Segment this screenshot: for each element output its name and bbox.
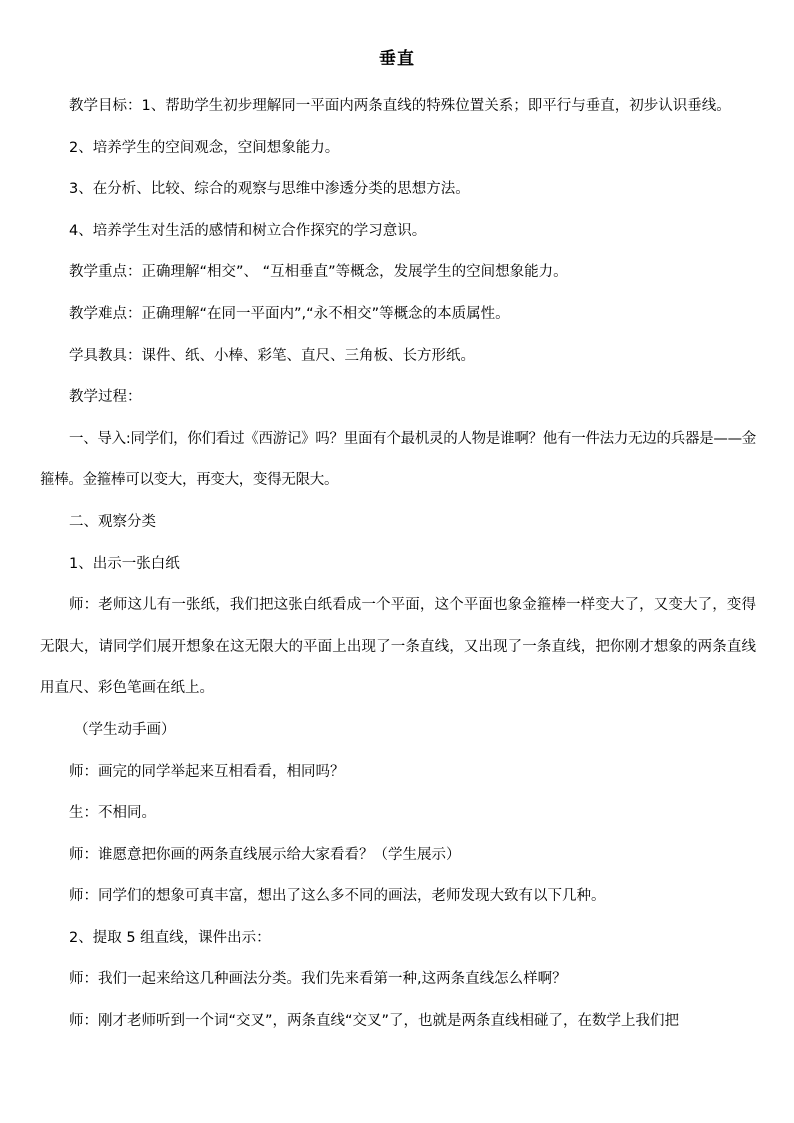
document-title: 垂直 <box>379 49 415 69</box>
paragraph-teacher-1: 师：老师这儿有一张纸，我们把这张白纸看成一个平面，这个平面也象金箍棒一样变大了，又变大了，变得无限大，请同学们展开想象在这无限大的平面上出现了一条直线，又出现了一条直线，把你刚才想象的两条直线用直尺、彩色笔画在纸上。 <box>40 597 756 697</box>
paragraph-teacher-3: 师：谁愿意把你画的两条直线展示给大家看看？（学生展示） <box>69 846 461 863</box>
paragraph-teacher-2: 师：画完的同学举起来互相看看，相同吗？ <box>69 763 345 780</box>
paragraph-teaching-goals: 教学目标：1、帮助学生初步理解同一平面内两条直线的特殊位置关系；即平行与垂直，初步认识垂线。 <box>69 98 731 114</box>
paragraph-key-points: 教学重点：正确理解“相交”、 “互相垂直”等概念，发展学生的空间想象能力。 <box>69 264 568 281</box>
paragraph-goal-4: 4、培养学生对生活的感情和树立合作探究的学习意识。 <box>69 222 427 239</box>
paragraph-process-heading: 教学过程： <box>69 389 142 406</box>
paragraph-teacher-4: 师：同学们的想象可真丰富，想出了这么多不同的画法，老师发现大致有以下几种。 <box>69 888 606 905</box>
paragraph-section-2: 二、观察分类 <box>69 513 156 530</box>
paragraph-introduction: 一、导入:同学们，你们看过《西游记》吗？里面有个最机灵的人物是谁啊？他有一件法力无边的兵器是——金箍棒。金箍棒可以变大，再变大，变得无限大。 <box>40 430 756 489</box>
paragraph-difficulties: 教学难点：正确理解“在同一平面内”,“永不相交”等概念的本质属性。 <box>69 305 510 322</box>
document-body <box>40 86 756 1043</box>
paragraph-materials: 学具教具：课件、纸、小棒、彩笔、直尺、三角板、长方形纸。 <box>69 347 475 364</box>
paragraph-student-1: 生：不相同。 <box>69 805 156 822</box>
paragraph-step-1: 1、出示一张白纸 <box>69 555 180 572</box>
paragraph-goal-2: 2、培养学生的空间观念，空间想象能力。 <box>69 139 340 156</box>
paragraph-step-2: 2、提取 5 组直线，课件出示： <box>69 929 271 946</box>
paragraph-goal-3: 3、在分析、比较、综合的观察与思维中渗透分类的思想方法。 <box>69 181 470 198</box>
paragraph-student-drawing: （学生动手画） <box>74 721 176 738</box>
paragraph-teacher-6: 师：刚才老师听到一个词“交叉”，两条直线“交叉”了，也就是两条直线相碰了，在数学上我们把 <box>69 1013 680 1030</box>
paragraph-teacher-5: 师：我们一起来给这几种画法分类。我们先来看第一种,这两条直线怎么样啊？ <box>69 971 567 988</box>
